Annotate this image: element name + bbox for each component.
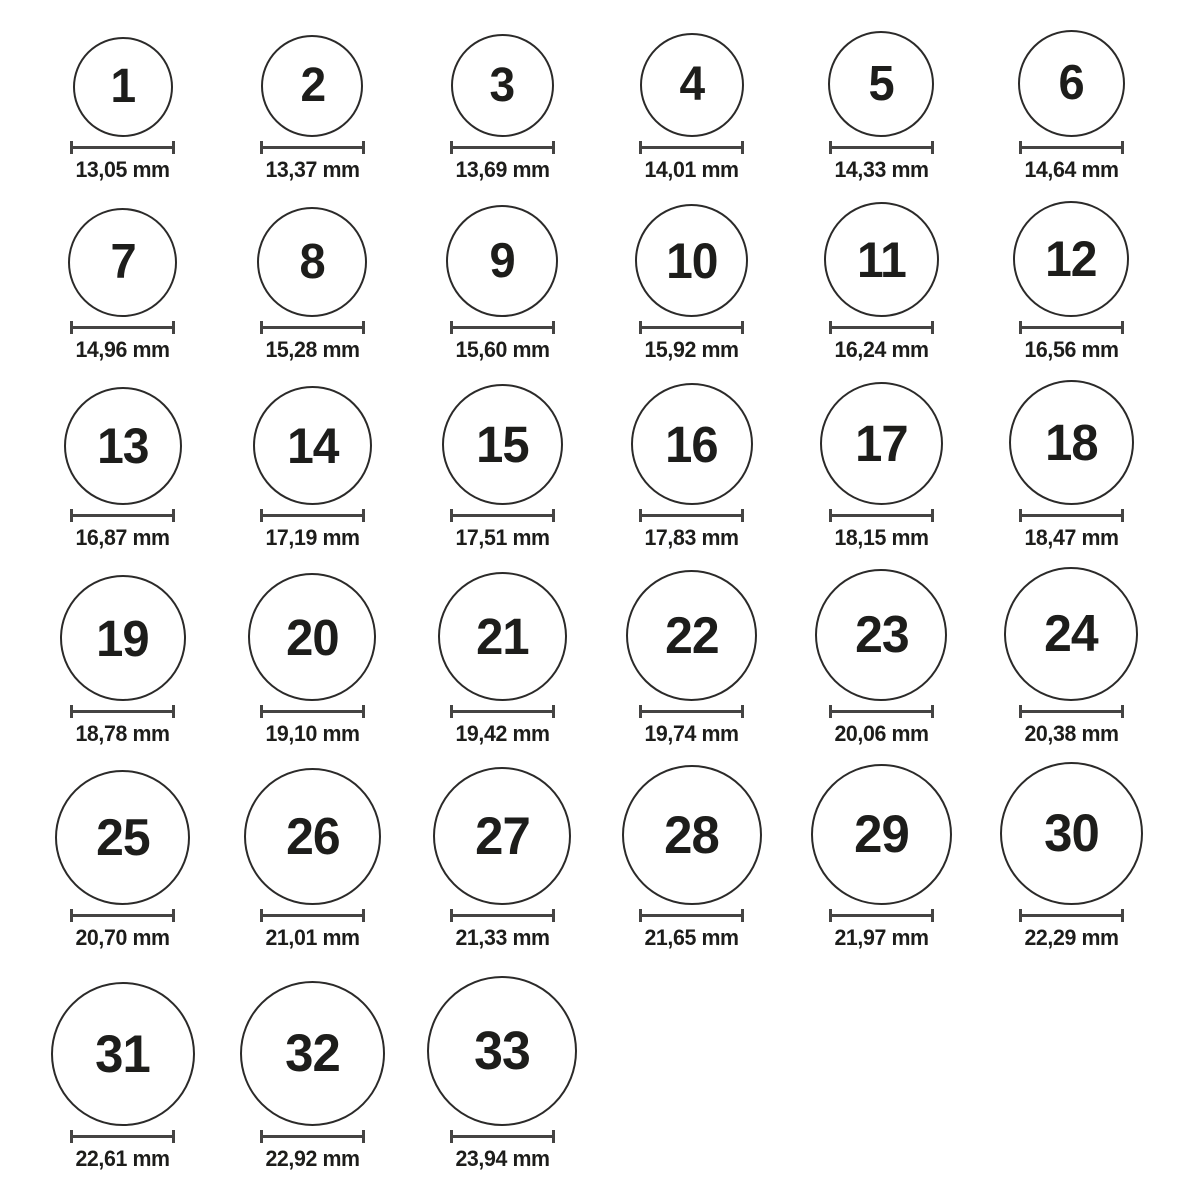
diameter-label: 21,65 mm — [644, 925, 739, 950]
ring-size-item — [218, 753, 408, 957]
diameter-label: 23,94 mm — [455, 1146, 550, 1171]
diameter-label: 19,74 mm — [644, 721, 739, 746]
size-circle — [51, 982, 195, 1126]
size-number: 11 — [857, 231, 906, 288]
size-circle — [240, 981, 385, 1126]
size-number: 31 — [95, 1024, 151, 1084]
size-number: 24 — [1044, 605, 1098, 663]
size-number: 1 — [110, 60, 136, 113]
size-number: 5 — [868, 56, 895, 111]
size-circle — [631, 383, 753, 505]
size-circle — [244, 768, 381, 905]
ring-size-item — [597, 753, 787, 957]
size-number: 29 — [854, 805, 909, 864]
size-number: 15 — [475, 416, 529, 473]
diameter-label: 14,96 mm — [75, 337, 170, 362]
size-circle — [253, 386, 372, 505]
diameter-label: 22,92 mm — [265, 1146, 360, 1171]
size-circle — [824, 202, 939, 317]
size-number: 2 — [300, 59, 325, 112]
diameter-measure-line — [70, 141, 175, 154]
size-number: 22 — [665, 606, 719, 665]
size-number: 26 — [285, 807, 340, 866]
size-circle — [446, 205, 558, 317]
size-number: 7 — [110, 235, 136, 289]
diameter-label: 17,19 mm — [265, 525, 360, 550]
diameter-label: 16,56 mm — [1024, 337, 1119, 362]
diameter-label: 18,78 mm — [75, 721, 170, 746]
size-number: 16 — [665, 415, 719, 473]
diameter-label: 15,60 mm — [455, 337, 550, 362]
diameter-measure-line — [1019, 321, 1124, 334]
size-circle — [635, 204, 748, 317]
size-circle — [640, 33, 744, 137]
diameter-label: 22,29 mm — [1024, 925, 1119, 950]
diameter-label: 22,61 mm — [75, 1146, 170, 1171]
size-number: 18 — [1044, 414, 1098, 471]
ring-size-item — [976, 557, 1166, 753]
size-number: 21 — [475, 608, 529, 665]
ring-size-item — [976, 369, 1166, 557]
diameter-label: 20,06 mm — [834, 721, 929, 746]
diameter-measure-line — [260, 321, 365, 334]
diameter-measure-line — [829, 321, 934, 334]
size-circle — [68, 208, 177, 317]
diameter-label: 15,92 mm — [644, 337, 739, 362]
size-circle — [1018, 30, 1125, 137]
size-circle — [811, 764, 952, 905]
diameter-label: 20,70 mm — [75, 925, 170, 950]
size-circle — [451, 34, 554, 137]
ring-size-item — [407, 369, 597, 557]
diameter-measure-line — [450, 321, 555, 334]
size-number: 27 — [474, 806, 530, 866]
diameter-label: 14,01 mm — [644, 157, 739, 182]
diameter-label: 17,83 mm — [644, 525, 739, 550]
diameter-measure-line — [260, 1130, 365, 1143]
ring-size-item — [787, 557, 977, 753]
size-circle — [1004, 567, 1138, 701]
diameter-label: 14,64 mm — [1024, 157, 1119, 182]
diameter-measure-line — [70, 909, 175, 922]
ring-size-item — [597, 557, 787, 753]
diameter-measure-line — [639, 909, 744, 922]
ring-size-item — [787, 369, 977, 557]
diameter-measure-line — [450, 509, 555, 522]
size-circle — [820, 382, 943, 505]
ring-size-item — [407, 189, 597, 369]
diameter-label: 20,38 mm — [1024, 721, 1119, 746]
size-circle — [438, 572, 567, 701]
ring-size-item — [787, 189, 977, 369]
diameter-measure-line — [639, 321, 744, 334]
ring-size-item — [407, 753, 597, 957]
size-circle — [261, 35, 363, 137]
ring-size-item — [218, 189, 408, 369]
ring-size-item — [218, 957, 408, 1178]
ring-size-item — [597, 369, 787, 557]
size-circle — [257, 207, 367, 317]
ring-size-item — [28, 189, 218, 369]
diameter-label: 13,37 mm — [265, 157, 360, 182]
size-circle — [60, 575, 186, 701]
diameter-measure-line — [639, 509, 744, 522]
diameter-label: 19,10 mm — [265, 721, 360, 746]
diameter-measure-line — [260, 141, 365, 154]
diameter-measure-line — [260, 705, 365, 718]
ring-size-item — [976, 753, 1166, 957]
ring-size-item — [28, 557, 218, 753]
size-circle — [427, 976, 577, 1126]
size-circle — [442, 384, 563, 505]
ring-size-item — [28, 369, 218, 557]
size-number: 28 — [664, 805, 720, 865]
size-number: 32 — [285, 1024, 340, 1083]
size-circle — [622, 765, 762, 905]
size-number: 33 — [474, 1021, 531, 1081]
size-circle — [248, 573, 376, 701]
diameter-label: 16,87 mm — [75, 525, 170, 550]
size-number: 17 — [855, 415, 908, 472]
diameter-measure-line — [70, 1130, 175, 1143]
size-number: 19 — [96, 609, 150, 667]
size-circle — [73, 37, 173, 137]
diameter-measure-line — [1019, 141, 1124, 154]
size-number: 4 — [679, 58, 705, 111]
diameter-label: 17,51 mm — [455, 525, 550, 550]
size-circle — [433, 767, 571, 905]
size-circle — [1013, 201, 1129, 317]
size-number: 30 — [1043, 804, 1099, 863]
ring-size-item — [218, 557, 408, 753]
ring-size-item — [28, 957, 218, 1178]
diameter-measure-line — [450, 909, 555, 922]
size-number: 9 — [489, 233, 515, 288]
size-number: 8 — [299, 234, 326, 289]
size-number: 20 — [286, 608, 339, 666]
diameter-label: 21,97 mm — [834, 925, 929, 950]
ring-size-item — [218, 17, 408, 189]
diameter-label: 16,24 mm — [834, 337, 929, 362]
size-number: 13 — [97, 418, 149, 474]
diameter-measure-line — [70, 705, 175, 718]
diameter-measure-line — [260, 509, 365, 522]
size-number: 10 — [666, 232, 718, 289]
diameter-label: 18,47 mm — [1024, 525, 1119, 550]
diameter-measure-line — [1019, 705, 1124, 718]
ring-size-item — [597, 17, 787, 189]
diameter-label: 18,15 mm — [834, 525, 929, 550]
size-number: 3 — [489, 58, 515, 112]
diameter-label: 21,33 mm — [455, 925, 550, 950]
diameter-label: 14,33 mm — [834, 157, 929, 182]
ring-size-item — [28, 17, 218, 189]
diameter-label: 21,01 mm — [265, 925, 360, 950]
diameter-measure-line — [1019, 509, 1124, 522]
size-number: 25 — [96, 808, 150, 867]
size-number: 14 — [286, 417, 339, 474]
size-circle — [626, 570, 757, 701]
ring-size-item — [28, 753, 218, 957]
diameter-label: 19,42 mm — [455, 721, 550, 746]
diameter-label: 13,05 mm — [75, 157, 170, 182]
size-circle — [815, 569, 947, 701]
ring-size-item — [597, 189, 787, 369]
ring-size-item — [407, 17, 597, 189]
diameter-measure-line — [450, 1130, 555, 1143]
diameter-measure-line — [70, 509, 175, 522]
diameter-measure-line — [829, 705, 934, 718]
diameter-measure-line — [829, 509, 934, 522]
diameter-measure-line — [639, 705, 744, 718]
ring-size-item — [976, 189, 1166, 369]
size-number: 23 — [854, 606, 909, 664]
ring-size-item — [218, 369, 408, 557]
ring-size-item — [976, 17, 1166, 189]
size-circle — [828, 31, 934, 137]
diameter-measure-line — [260, 909, 365, 922]
diameter-measure-line — [829, 141, 934, 154]
diameter-measure-line — [1019, 909, 1124, 922]
size-circle — [64, 387, 182, 505]
size-number: 12 — [1045, 231, 1097, 287]
size-circle — [55, 770, 190, 905]
ring-size-item — [787, 753, 977, 957]
diameter-measure-line — [450, 705, 555, 718]
size-number: 6 — [1058, 56, 1084, 110]
size-circle — [1000, 762, 1143, 905]
diameter-measure-line — [450, 141, 555, 154]
diameter-measure-line — [829, 909, 934, 922]
ring-size-item — [407, 957, 597, 1178]
diameter-label: 15,28 mm — [265, 337, 360, 362]
diameter-measure-line — [639, 141, 744, 154]
diameter-measure-line — [70, 321, 175, 334]
size-circle — [1009, 380, 1134, 505]
diameter-label: 13,69 mm — [455, 157, 550, 182]
ring-size-item — [407, 557, 597, 753]
ring-size-item — [787, 17, 977, 189]
